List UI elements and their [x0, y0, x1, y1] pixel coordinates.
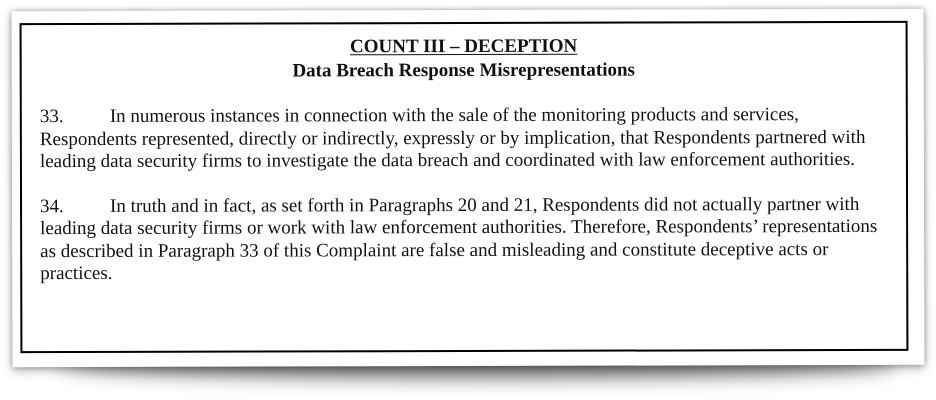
paragraph-34	[40, 193, 896, 285]
paragraph-text: In numerous instances in connection with the sale of the monitoring products and services, Respondents represented, directly or indirectly, expressly or by implication, that Respondents partnered with leading data security firms to investigate the data breach and coordinated with law enforcement authorities.	[39, 104, 866, 173]
count-heading	[22, 34, 906, 84]
count-subtitle: Data Breach Response Misrepresentations	[292, 59, 635, 82]
bordered-text-box	[20, 21, 909, 353]
paragraph-text: In truth and in fact, as set forth in Paragraphs 20 and 21, Respondents did not actually partner with leading data security firms or work with law enforcement authorities. Therefore, Respondents’ representations as described in Paragraph 33 of this Complaint are false and misleading and constitute deceptive acts or practices.	[40, 193, 878, 285]
count-title: COUNT III – DECEPTION	[350, 35, 578, 58]
paragraph-33	[40, 104, 896, 174]
paragraph-number: 34.	[40, 195, 64, 217]
document-clipping	[12, 9, 925, 367]
paragraph-number: 33.	[39, 106, 64, 128]
